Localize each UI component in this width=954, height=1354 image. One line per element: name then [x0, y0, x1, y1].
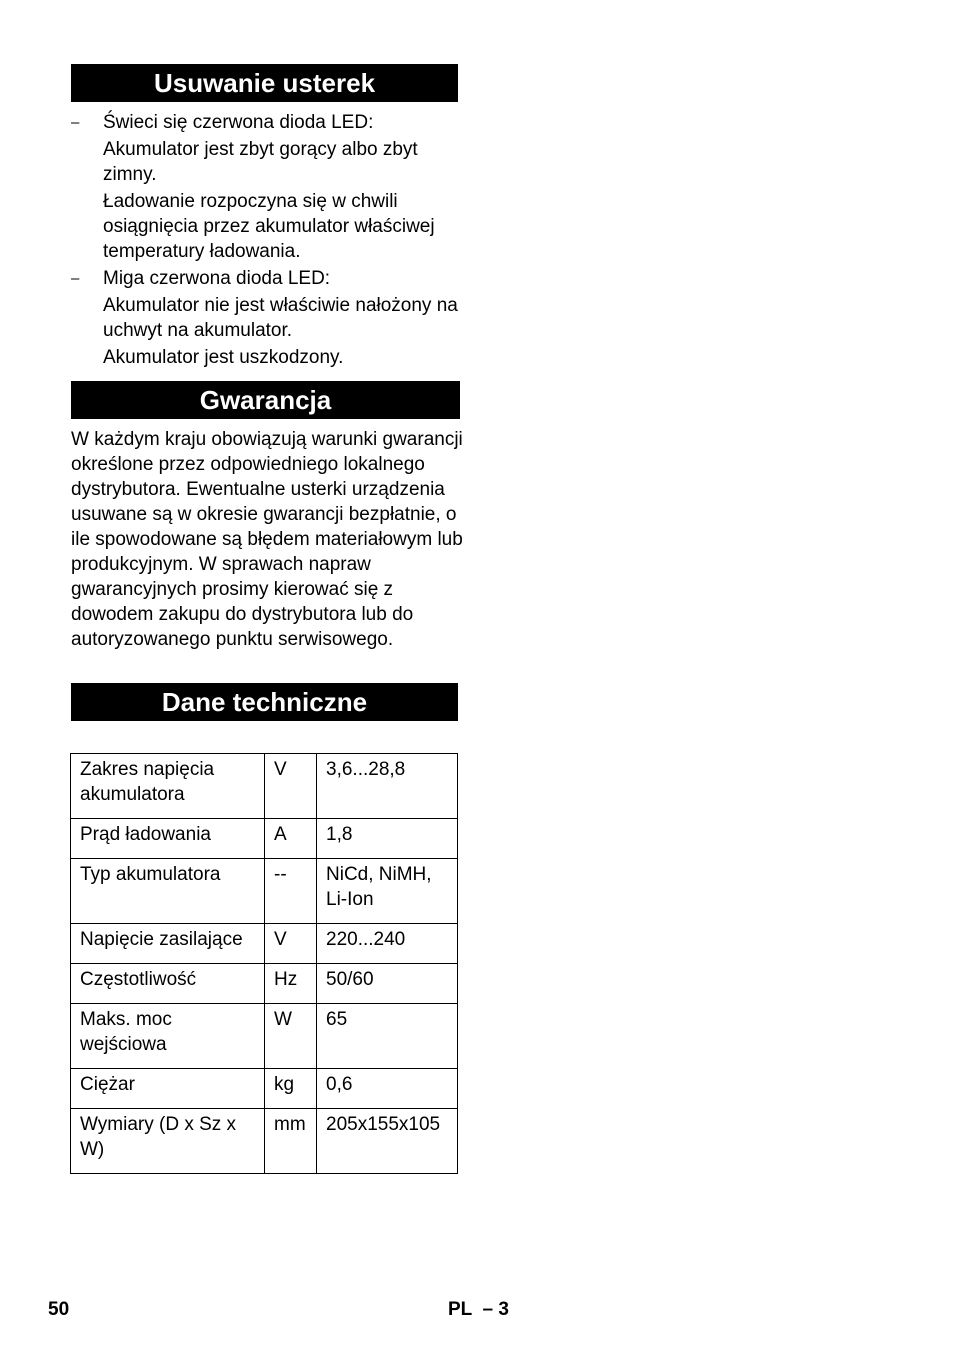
spec-unit: --: [265, 859, 317, 924]
spec-label: Wymiary (D x Sz x W): [71, 1109, 265, 1174]
spec-unit: A: [265, 819, 317, 859]
spec-label: Częstotliwość: [71, 964, 265, 1004]
spec-value: 50/60: [317, 964, 458, 1004]
spec-label: Zakres napięcia akumulatora: [71, 754, 265, 819]
spec-unit: mm: [265, 1109, 317, 1174]
spec-value: 220...240: [317, 924, 458, 964]
spec-label: Ciężar: [71, 1069, 265, 1109]
fault-item: [71, 266, 461, 370]
specs-table: [70, 753, 458, 1174]
section-heading-fault: Usuwanie usterek: [71, 64, 458, 102]
warranty-text: W każdym kraju obowiązują warunki gwarancji określone przez odpowiedniego lokalnego dystrybutora. Ewentualne usterki urządzenia usuwane są w okresie gwarancji bezpłatnie, o ile spowodowane są błędem materiałowym lub produkcyjnym. W sprawach napraw gwarancyjnych prosimy kierować się z dowodem zakupu do dystrybutora lub do autoryzowanego punktu serwisowego.: [71, 429, 463, 650]
language-page-label: PL – 3: [448, 1299, 509, 1320]
spec-label: Napięcie zasilające: [71, 924, 265, 964]
spec-label: Typ akumulatora: [71, 859, 265, 924]
table-row: [71, 1069, 458, 1109]
table-row: [71, 754, 458, 819]
list-dash: –: [71, 114, 80, 131]
spec-value: 205x155x105: [317, 1109, 458, 1174]
table-row: [71, 964, 458, 1004]
spec-value: 3,6...28,8: [317, 754, 458, 819]
spec-label: Prąd ładowania: [71, 819, 265, 859]
spec-unit: Hz: [265, 964, 317, 1004]
table-row: [71, 859, 458, 924]
table-row: [71, 924, 458, 964]
spec-value: 65: [317, 1004, 458, 1069]
page-number: 50: [48, 1299, 70, 1320]
fault-list: [71, 110, 461, 372]
fault-remedy: Ładowanie rozpoczyna się w chwili osiągnięcia przez akumulator właściwej temperatury ładowania.: [103, 191, 435, 262]
fault-symptom: Świeci się czerwona dioda LED:: [103, 112, 374, 133]
section-heading-specs: Dane techniczne: [71, 683, 458, 721]
spec-value: 1,8: [317, 819, 458, 859]
spec-unit: V: [265, 924, 317, 964]
table-row: [71, 1004, 458, 1069]
list-dash: –: [71, 270, 80, 287]
fault-cause: Akumulator nie jest właściwie nałożony na uchwyt na akumulator.: [103, 295, 458, 341]
table-row: [71, 819, 458, 859]
fault-item: [71, 110, 461, 264]
fault-symptom: Miga czerwona dioda LED:: [103, 268, 331, 289]
spec-value: NiCd, NiMH, Li-Ion: [317, 859, 458, 924]
fault-cause: Akumulator jest uszkodzony.: [103, 347, 344, 368]
spec-unit: kg: [265, 1069, 317, 1109]
section-heading-warranty: Gwarancja: [71, 381, 460, 419]
spec-value: 0,6: [317, 1069, 458, 1109]
spec-unit: V: [265, 754, 317, 819]
spec-unit: W: [265, 1004, 317, 1069]
table-row: [71, 1109, 458, 1174]
fault-cause: Akumulator jest zbyt gorący albo zbyt zimny.: [103, 139, 418, 185]
spec-label: Maks. moc wejściowa: [71, 1004, 265, 1069]
